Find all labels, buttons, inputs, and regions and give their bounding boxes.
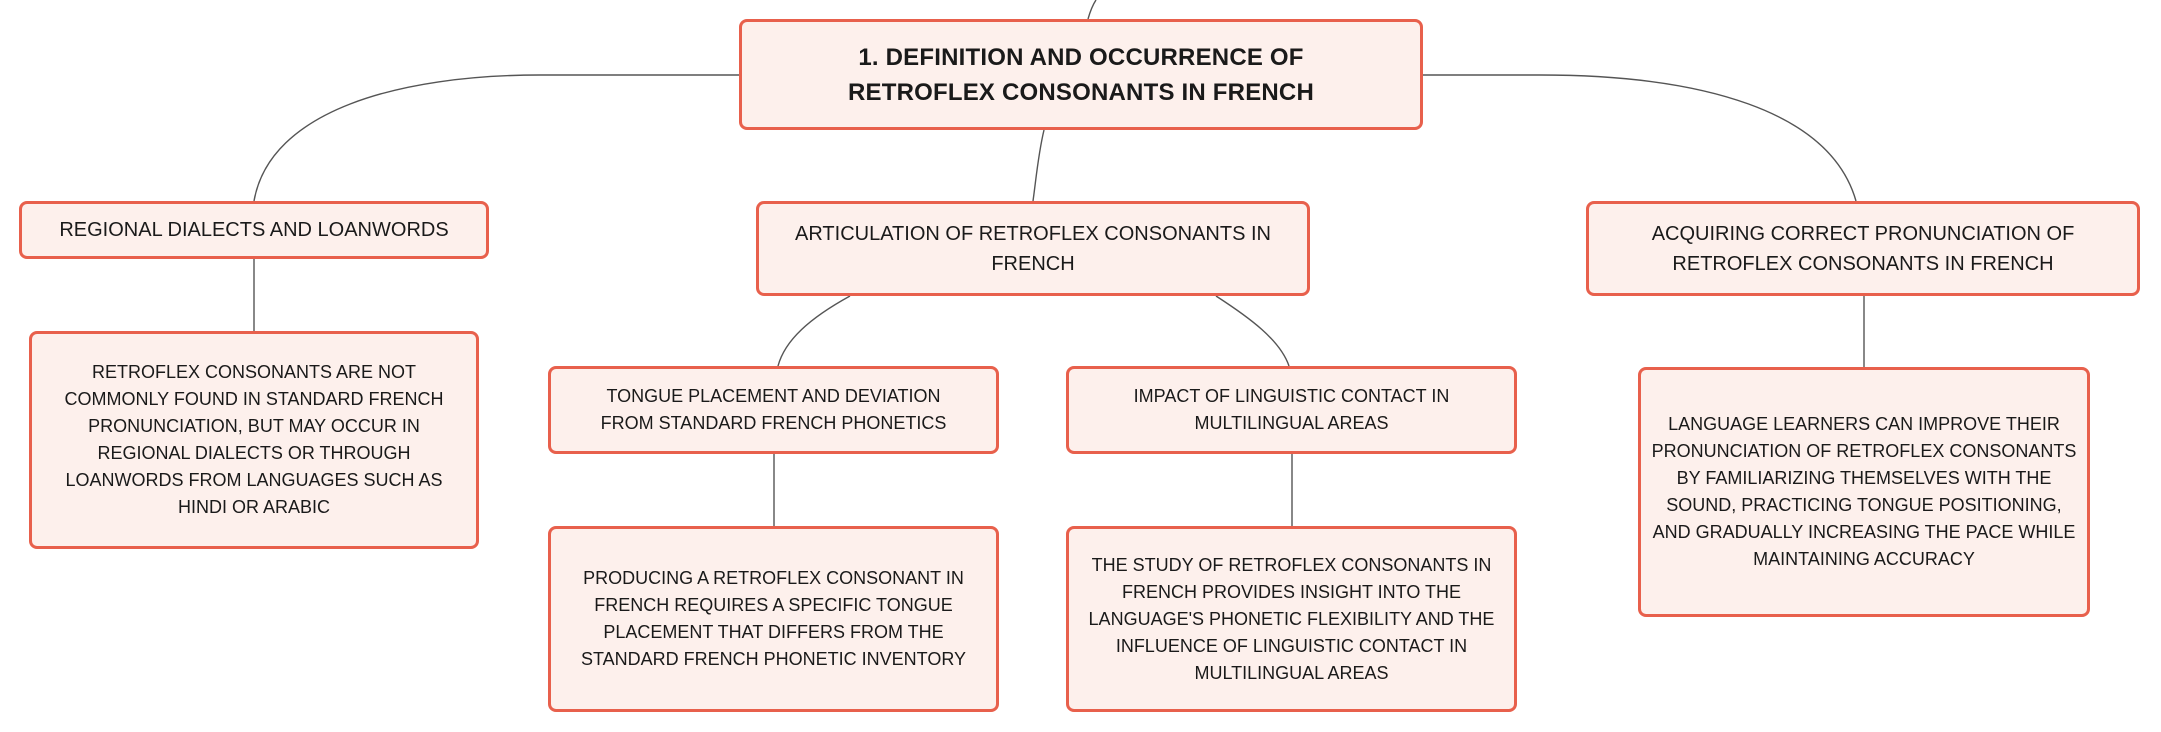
detail-node-tongue-placement-text: PRODUCING A RETROFLEX CONSONANT IN FRENCH REQUIRES A SPECIFIC TONGUE PLACEMENT THAT DIFFERS FROM THE STANDARD FRENCH PHONETIC INVENTORY [580, 568, 967, 669]
detail-node-tongue-placement[interactable] [548, 526, 999, 712]
root-node[interactable] [739, 19, 1423, 130]
detail-node-acquiring-pronunciation-text: LANGUAGE LEARNERS CAN IMPROVE THEIR PRONUNCIATION OF RETROFLEX CONSONANTS BY FAMILIARIZING THEMSELVES WITH THE SOUND, PRACTICING TONGUE POSITIONING, AND GRADUALLY INCREASING THE PACE WHILE MAINTAINING ACCURACY [1651, 414, 2077, 569]
branch-node-regional-dialects-label: REGIONAL DIALECTS AND LOANWORDS [59, 219, 449, 241]
sub-branch-node-tongue-placement[interactable] [548, 366, 999, 454]
detail-node-acquiring-pronunciation[interactable] [1638, 367, 2090, 617]
detail-node-regional-dialects-text: RETROFLEX CONSONANTS ARE NOT COMMONLY FOUND IN STANDARD FRENCH PRONUNCIATION, BUT MAY OCCUR IN REGIONAL DIALECTS OR THROUGH LOANWORDS FROM LANGUAGES SUCH AS HINDI OR ARABIC [64, 362, 444, 517]
connector-root-acquiring [1423, 75, 1856, 201]
branch-node-acquiring-pronunciation[interactable] [1586, 201, 2140, 296]
sub-branch-node-linguistic-contact-label: IMPACT OF LINGUISTIC CONTACT IN MULTILINGUAL AREAS [1133, 386, 1450, 433]
connector-root-regional [254, 75, 739, 201]
connector-articulation-impact [1216, 296, 1289, 366]
connector-articulation-tongue [778, 296, 850, 366]
connector-root-parent [1088, 0, 1096, 19]
root-node-title: 1. DEFINITION AND OCCURRENCE OF RETROFLEX CONSONANTS IN FRENCH [847, 43, 1314, 106]
branch-node-acquiring-pronunciation-label: ACQUIRING CORRECT PRONUNCIATION OF RETROFLEX CONSONANTS IN FRENCH [1651, 222, 2075, 275]
detail-node-linguistic-contact-text: THE STUDY OF RETROFLEX CONSONANTS IN FRENCH PROVIDES INSIGHT INTO THE LANGUAGE'S PHONETIC FLEXIBILITY AND THE INFLUENCE OF LINGUISTIC CONTACT IN MULTILINGUAL AREAS [1088, 554, 1495, 683]
sub-branch-node-tongue-placement-label: TONGUE PLACEMENT AND DEVIATION FROM STANDARD FRENCH PHONETICS [600, 386, 947, 433]
connector-root-articulation [1033, 130, 1044, 201]
branch-node-regional-dialects[interactable] [19, 201, 489, 259]
detail-node-regional-dialects[interactable] [29, 331, 479, 549]
detail-node-linguistic-contact[interactable] [1066, 526, 1517, 712]
sub-branch-node-linguistic-contact[interactable] [1066, 366, 1517, 454]
branch-node-articulation-label: ARTICULATION OF RETROFLEX CONSONANTS IN FRENCH [795, 222, 1271, 275]
branch-node-articulation[interactable] [756, 201, 1310, 296]
